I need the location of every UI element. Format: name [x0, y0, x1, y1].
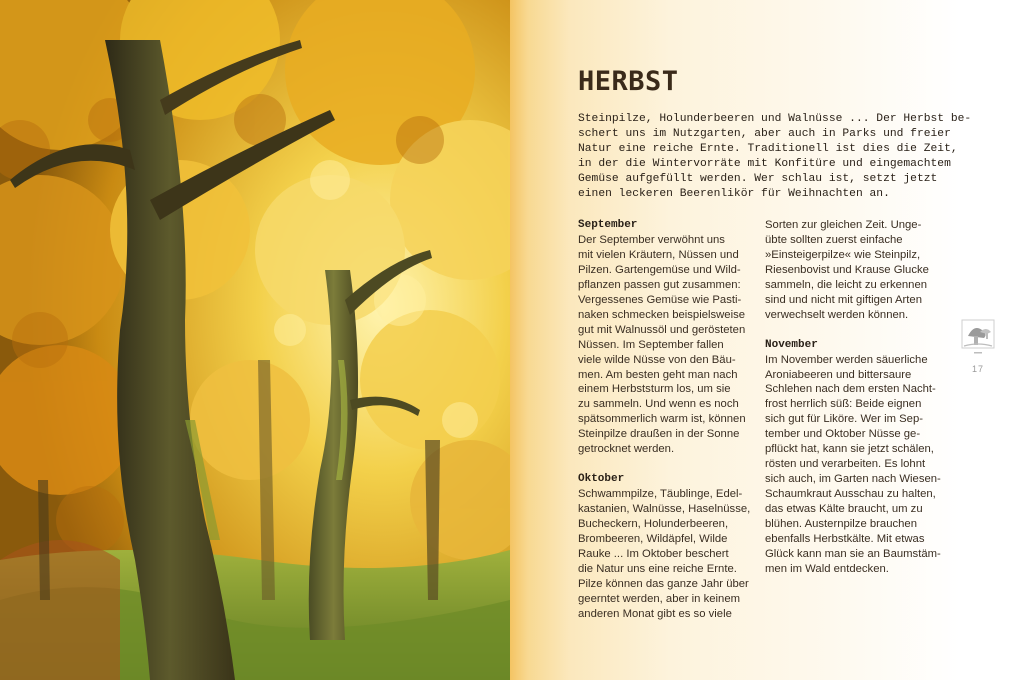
- body-line: Aroniabeeren und bittersaure: [765, 368, 912, 381]
- body-line: Schaumkraut Ausschau zu halten,: [765, 488, 936, 501]
- body-line: Sorten zur gleichen Zeit. Unge-: [765, 219, 922, 231]
- body-line: gut mit Walnussöl und gerösteten: [578, 323, 746, 336]
- body-line: sammeln, die leicht zu erkennen: [765, 278, 928, 291]
- page-title: HERBST: [578, 66, 679, 97]
- body-line: Rauke ... Im Oktober beschert: [578, 547, 729, 560]
- body-line: Im November werden säuerliche: [765, 353, 928, 366]
- body-line: sich gut für Liköre. Wer im Sep-: [765, 413, 924, 426]
- body-line: viele wilde Nüsse von den Bäu-: [578, 353, 736, 366]
- body-line: Pilzen. Gartengemüse und Wild-: [578, 263, 741, 276]
- body-line: zu sammeln. Und wenn es noch: [578, 398, 739, 411]
- body-line: verwechselt werden können.: [765, 308, 909, 321]
- text-page: [510, 0, 1020, 680]
- body-line: frost herrlich süß: Beide eignen: [765, 398, 922, 411]
- body-line: naken schmecken beispielsweise: [578, 308, 746, 321]
- section-heading-september: September: [578, 219, 638, 231]
- body-line: tember und Oktober Nüsse ge-: [765, 428, 921, 441]
- body-line: getrocknet werden.: [578, 443, 675, 456]
- body-line: mit vielen Kräutern, Nüssen und: [578, 248, 739, 261]
- body-line: ebenfalls Herbstkälte. Mit etwas: [765, 533, 925, 545]
- intro-line: Steinpilze, Holunderbeeren und Walnüsse ... Der Herbst be-: [578, 113, 972, 125]
- body-line: men. Am besten geht man nach: [578, 368, 738, 381]
- body-line: Pilze können das ganze Jahr über: [578, 577, 749, 590]
- intro-paragraph: [578, 112, 972, 202]
- body-line: Steinpilze draußen in der Sonne: [578, 428, 740, 441]
- body-line: spätsommerlich warm ist, können: [578, 413, 746, 426]
- body-line: Glück kann man sie an Baumstäm-: [765, 547, 941, 560]
- body-line: übte sollten zuerst einfache: [765, 233, 903, 246]
- intro-line: schert uns im Nutzgarten, aber auch in Parks und freier: [578, 128, 951, 140]
- body-line: Brombeeren, Wildäpfel, Wilde: [578, 533, 728, 545]
- body-line: Bucheckern, Holunderbeeren,: [578, 518, 729, 531]
- body-line: geerntet werden, aber in keinem: [578, 592, 741, 605]
- mushroom-icon: [958, 318, 998, 356]
- text-column-right: [765, 218, 945, 577]
- body-line: Vergessenes Gemüse wie Pasti-: [578, 293, 742, 306]
- body-line: Riesenbovist und Krause Glucke: [765, 263, 929, 276]
- body-line: Schwammpilze, Täublinge, Edel-: [578, 488, 743, 501]
- body-line: das etwas Kälte braucht, um zu: [765, 503, 923, 516]
- body-line: pflückt hat, kann sie jetzt schälen,: [765, 443, 934, 456]
- body-line: men im Wald entdecken.: [765, 562, 889, 575]
- text-column-left: [578, 218, 754, 622]
- intro-line: einen leckeren Beerenlikör für Weihnachten an.: [578, 188, 890, 200]
- section-heading-oktober: Oktober: [578, 473, 625, 486]
- body-line: sich auch, im Garten nach Wiesen-: [765, 473, 941, 486]
- body-line: Der September verwöhnt uns: [578, 233, 725, 246]
- section-heading-november: November: [765, 338, 818, 351]
- body-line: pflanzen passen gut zusammen:: [578, 278, 741, 291]
- body-line: rösten und verarbeiten. Es lohnt: [765, 458, 926, 471]
- intro-line: Natur eine reiche Ernte. Traditionell ist dies die Zeit,: [578, 143, 958, 155]
- body-line: Nüssen. Im September fallen: [578, 338, 724, 351]
- body-line: kastanien, Walnüsse, Haselnüsse,: [578, 503, 751, 516]
- intro-line: in der die Wintervorräte mit Konfitüre und eingemachtem: [578, 158, 951, 170]
- body-line: blühen. Austernpilze brauchen: [765, 518, 917, 531]
- body-line: Schlehen nach dem ersten Nacht-: [765, 383, 936, 396]
- intro-line: Gemüse aufgefüllt werden. Wer schlau ist, setzt jetzt: [578, 173, 938, 185]
- page-number: 17: [971, 364, 984, 374]
- body-line: »Einsteigerpilze« wie Steinpilz,: [765, 248, 921, 261]
- body-line: einem Herbststurm los, um sie: [578, 383, 731, 396]
- body-line: anderen Monat gibt es so viele: [578, 607, 732, 620]
- body-line: sind und nicht mit giftigen Arten: [765, 293, 922, 306]
- body-line: die Natur uns eine reiche Ernte.: [578, 562, 737, 575]
